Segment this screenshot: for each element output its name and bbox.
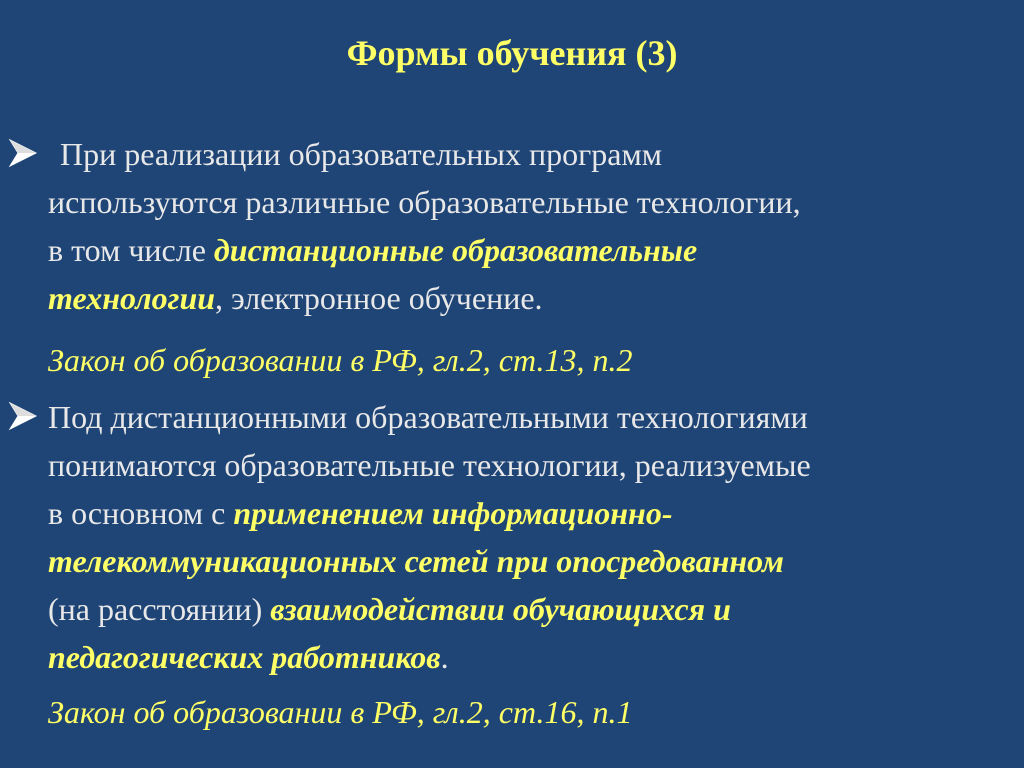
bullet-2-emphasis-3: взаимодействии обучающихся и xyxy=(270,591,731,627)
bullet-2-emphasis-2: телекоммуникационных сетей при опосредованном xyxy=(48,543,784,579)
bullet-2-line-2: понимаются образовательные технологии, реализуемые xyxy=(48,447,811,483)
bullet-1-line-2: используются различные образовательные технологии, xyxy=(48,184,801,220)
arrowhead-bullet-icon xyxy=(8,393,42,439)
arrowhead-bullet-icon xyxy=(8,130,42,176)
bullet-1-line-4: , электронное обучение. xyxy=(215,280,543,316)
bullet-2-emphasis-1: применением информационно- xyxy=(233,495,673,531)
bullet-1-line-3: в том числе xyxy=(48,232,214,268)
bullet-1-emphasis-1: дистанционные образовательные xyxy=(213,232,698,268)
bullet-1-line-1: При реализации образовательных программ xyxy=(60,136,662,172)
bullet-2-line-1: Под дистанционными образовательными технологиями xyxy=(48,399,808,435)
bullet-2-line-3: в основном с xyxy=(48,495,234,531)
bullet-1-text xyxy=(48,130,1008,322)
bullet-2-line-5: (на расстоянии) xyxy=(48,591,271,627)
bullet-2-text xyxy=(48,393,1008,681)
bullet-1-emphasis-2: технологии xyxy=(48,280,216,316)
bullet-2-line-6: . xyxy=(440,639,449,675)
slide-title: Формы обучения (3) xyxy=(346,33,678,73)
law-reference-1: Закон об образовании в РФ, гл.2, ст.13, п.2 xyxy=(48,342,633,378)
law-reference-2: Закон об образовании в РФ, гл.2, ст.16, п.1 xyxy=(48,694,633,730)
bullet-2-emphasis-4: педагогических работников xyxy=(48,639,441,675)
